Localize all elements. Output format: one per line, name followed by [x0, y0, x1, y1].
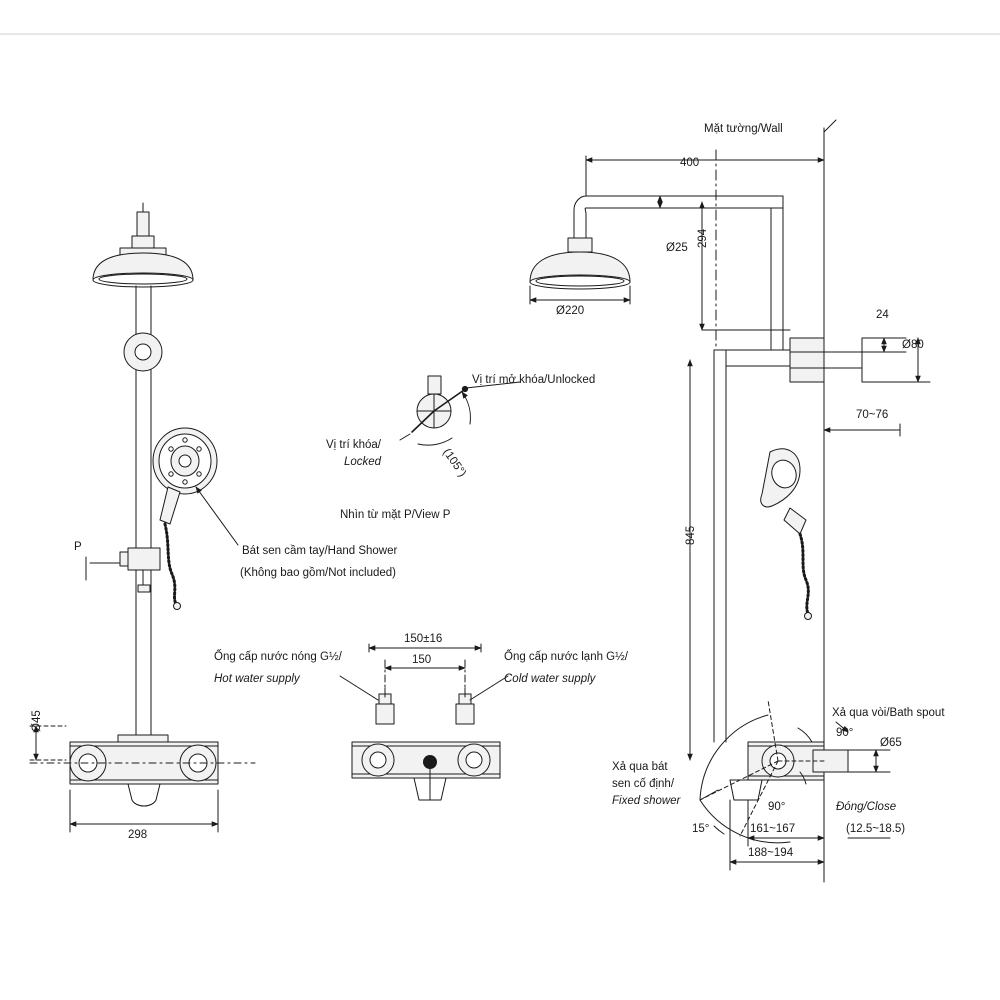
label-dim-90-bottom: 90°: [768, 801, 786, 813]
label-dim-12-5-18-5: (12.5~18.5): [846, 823, 906, 835]
label-view-p: Nhìn từ mặt P/View P: [340, 509, 451, 521]
label-dim-188-194: 188~194: [748, 847, 794, 859]
label-dim-150-16: 150±16: [404, 633, 443, 645]
label-dim-24: 24: [876, 309, 889, 321]
label-point-p: P: [74, 541, 82, 553]
label-dim-845: 845: [685, 525, 697, 545]
label-cold-supply-1: Ống cấp nước lạnh G½/: [504, 651, 628, 663]
label-dim-161-167: 161~167: [750, 823, 796, 835]
label-dim-d25: Ø25: [666, 242, 688, 254]
label-hand-shower-2: (Không bao gồm/Not included): [240, 567, 396, 579]
label-dim-298: 298: [128, 829, 148, 841]
label-fixed-shower-1: Xả qua bát: [612, 761, 668, 773]
label-dim-d220: Ø220: [556, 305, 585, 317]
label-fixed-shower-2: sen cố định/: [612, 778, 675, 790]
label-dim-294: 294: [697, 228, 709, 248]
label-angle-105: (105°): [440, 446, 469, 480]
label-wall: Mặt tường/Wall: [704, 123, 783, 135]
label-hot-supply-1: Ống cấp nước nóng G½/: [214, 651, 342, 663]
label-dim-150: 150: [412, 654, 432, 666]
label-dim-400: 400: [680, 157, 700, 169]
label-dim-90-top: 90°: [836, 727, 854, 739]
label-locked-2: Locked: [344, 456, 382, 468]
label-unlocked: Vị trí mở khóa/Unlocked: [472, 374, 596, 386]
label-dim-d65: Ø65: [880, 737, 902, 749]
label-dim-d45: Ø45: [31, 710, 43, 732]
label-cold-supply-2: Cold water supply: [504, 673, 596, 685]
label-hand-shower-1: Bát sen cầm tay/Hand Shower: [242, 545, 398, 557]
label-dim-70-76: 70~76: [856, 409, 889, 421]
label-locked-1: Vị trí khóa/: [326, 439, 381, 451]
label-fixed-shower-3: Fixed shower: [612, 795, 681, 807]
label-bath-spout: Xả qua vòi/Bath spout: [832, 707, 945, 719]
label-close: Đóng/Close: [836, 801, 897, 813]
label-dim-d80: Ø80: [902, 339, 924, 351]
label-hot-supply-2: Hot water supply: [214, 673, 300, 685]
label-dim-15: 15°: [692, 823, 710, 835]
